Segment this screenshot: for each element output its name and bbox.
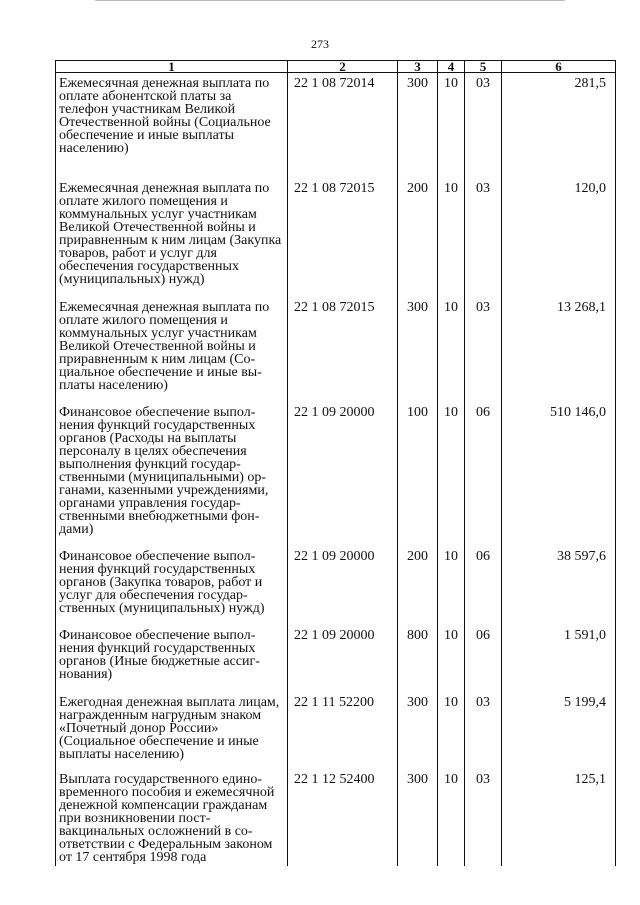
row-expense-type: 300 bbox=[398, 73, 438, 178]
table-row bbox=[56, 178, 616, 297]
row-amount: 5 199,4 bbox=[502, 692, 616, 769]
row-subsection: 03 bbox=[465, 692, 502, 769]
table-header-row bbox=[56, 61, 616, 73]
row-expense-type: 200 bbox=[398, 546, 438, 625]
row-description: Финансовое обеспечение выполнения функций государственных органов (Закупка товаров, работ и услуг для обеспечения государственных (муниципальных) нужд) bbox=[56, 546, 288, 625]
row-expense-type: 300 bbox=[398, 297, 438, 402]
row-section: 10 bbox=[438, 769, 465, 866]
row-subsection: 06 bbox=[465, 546, 502, 625]
column-header-expense-type: 3 bbox=[398, 61, 438, 73]
row-amount: 281,5 bbox=[502, 73, 616, 178]
row-section: 10 bbox=[438, 402, 465, 546]
row-section: 10 bbox=[438, 73, 465, 178]
column-header-subsection: 5 bbox=[465, 61, 502, 73]
budget-table bbox=[55, 60, 616, 866]
row-subsection: 03 bbox=[465, 297, 502, 402]
column-header-section: 4 bbox=[438, 61, 465, 73]
row-target-article: 22 1 09 20000 bbox=[288, 625, 398, 692]
column-header-name: 1 bbox=[56, 61, 288, 73]
table-row bbox=[56, 73, 616, 178]
row-section: 10 bbox=[438, 625, 465, 692]
row-expense-type: 100 bbox=[398, 402, 438, 546]
table-row bbox=[56, 769, 616, 866]
page-number: 273 bbox=[311, 37, 329, 51]
row-amount: 120,0 bbox=[502, 178, 616, 297]
row-amount: 13 268,1 bbox=[502, 297, 616, 402]
row-description: Ежемесячная денежная выплата по оплате абонентской платы за телефон участникам Великой Отечественной войны (Социальное обеспечение и иные выплаты населению) bbox=[56, 73, 288, 178]
row-description: Ежемесячная денежная выплата по оплате жилого помещения и коммунальных услуг участникам Великой Отечественной войны и приравненным к ним лицам (Закупка товаров, работ и услуг для обеспечения государственных (муниципальных) нужд) bbox=[56, 178, 288, 297]
row-amount: 125,1 bbox=[502, 769, 616, 866]
table-row bbox=[56, 297, 616, 402]
row-expense-type: 800 bbox=[398, 625, 438, 692]
row-expense-type: 300 bbox=[398, 692, 438, 769]
row-target-article: 22 1 12 52400 bbox=[288, 769, 398, 866]
row-section: 10 bbox=[438, 692, 465, 769]
row-description: Финансовое обеспечение выполнения функций государственных органов (Расходы на выплаты персоналу в целях обеспечения выполнения функций государственными (муниципальными) органами, казенными учреждениями, органами управления государственными внебюджетными фондами) bbox=[56, 402, 288, 546]
row-target-article: 22 1 08 72014 bbox=[288, 73, 398, 178]
column-header-target-article: 2 bbox=[288, 61, 398, 73]
row-section: 10 bbox=[438, 297, 465, 402]
row-subsection: 06 bbox=[465, 402, 502, 546]
row-expense-type: 200 bbox=[398, 178, 438, 297]
table-row bbox=[56, 402, 616, 546]
row-section: 10 bbox=[438, 178, 465, 297]
row-target-article: 22 1 08 72015 bbox=[288, 297, 398, 402]
row-description: Выплата государственного единовременного пособия и ежемесячной денежной компенсации гражданам при возникновении поствакцинальных осложнений в соответствии с Федеральным законом от 17 сентября 1998 года bbox=[56, 769, 288, 866]
row-amount: 38 597,6 bbox=[502, 546, 616, 625]
table-row bbox=[56, 625, 616, 692]
row-description: Ежегодная денежная выплата лицам, награжденным нагрудным знаком «Почетный донор России» (Социальное обеспечение и иные выплаты населению) bbox=[56, 692, 288, 769]
row-section: 10 bbox=[438, 546, 465, 625]
row-subsection: 03 bbox=[465, 73, 502, 178]
row-target-article: 22 1 09 20000 bbox=[288, 546, 398, 625]
table-row bbox=[56, 692, 616, 769]
row-expense-type: 300 bbox=[398, 769, 438, 866]
table-row bbox=[56, 546, 616, 625]
row-subsection: 03 bbox=[465, 178, 502, 297]
row-target-article: 22 1 08 72015 bbox=[288, 178, 398, 297]
row-subsection: 03 bbox=[465, 769, 502, 866]
column-header-amount: 6 bbox=[502, 61, 616, 73]
row-target-article: 22 1 09 20000 bbox=[288, 402, 398, 546]
scan-top-edge bbox=[95, 0, 565, 1]
row-target-article: 22 1 11 52200 bbox=[288, 692, 398, 769]
row-description: Ежемесячная денежная выплата по оплате жилого помещения и коммунальных услуг участникам Великой Отечественной войны и приравненным к ним лицам (Социальное обеспечение и иные выплаты населению) bbox=[56, 297, 288, 402]
row-description: Финансовое обеспечение выполнения функций государственных органов (Иные бюджетные ассигнования) bbox=[56, 625, 288, 692]
row-amount: 1 591,0 bbox=[502, 625, 616, 692]
row-subsection: 06 bbox=[465, 625, 502, 692]
row-amount: 510 146,0 bbox=[502, 402, 616, 546]
